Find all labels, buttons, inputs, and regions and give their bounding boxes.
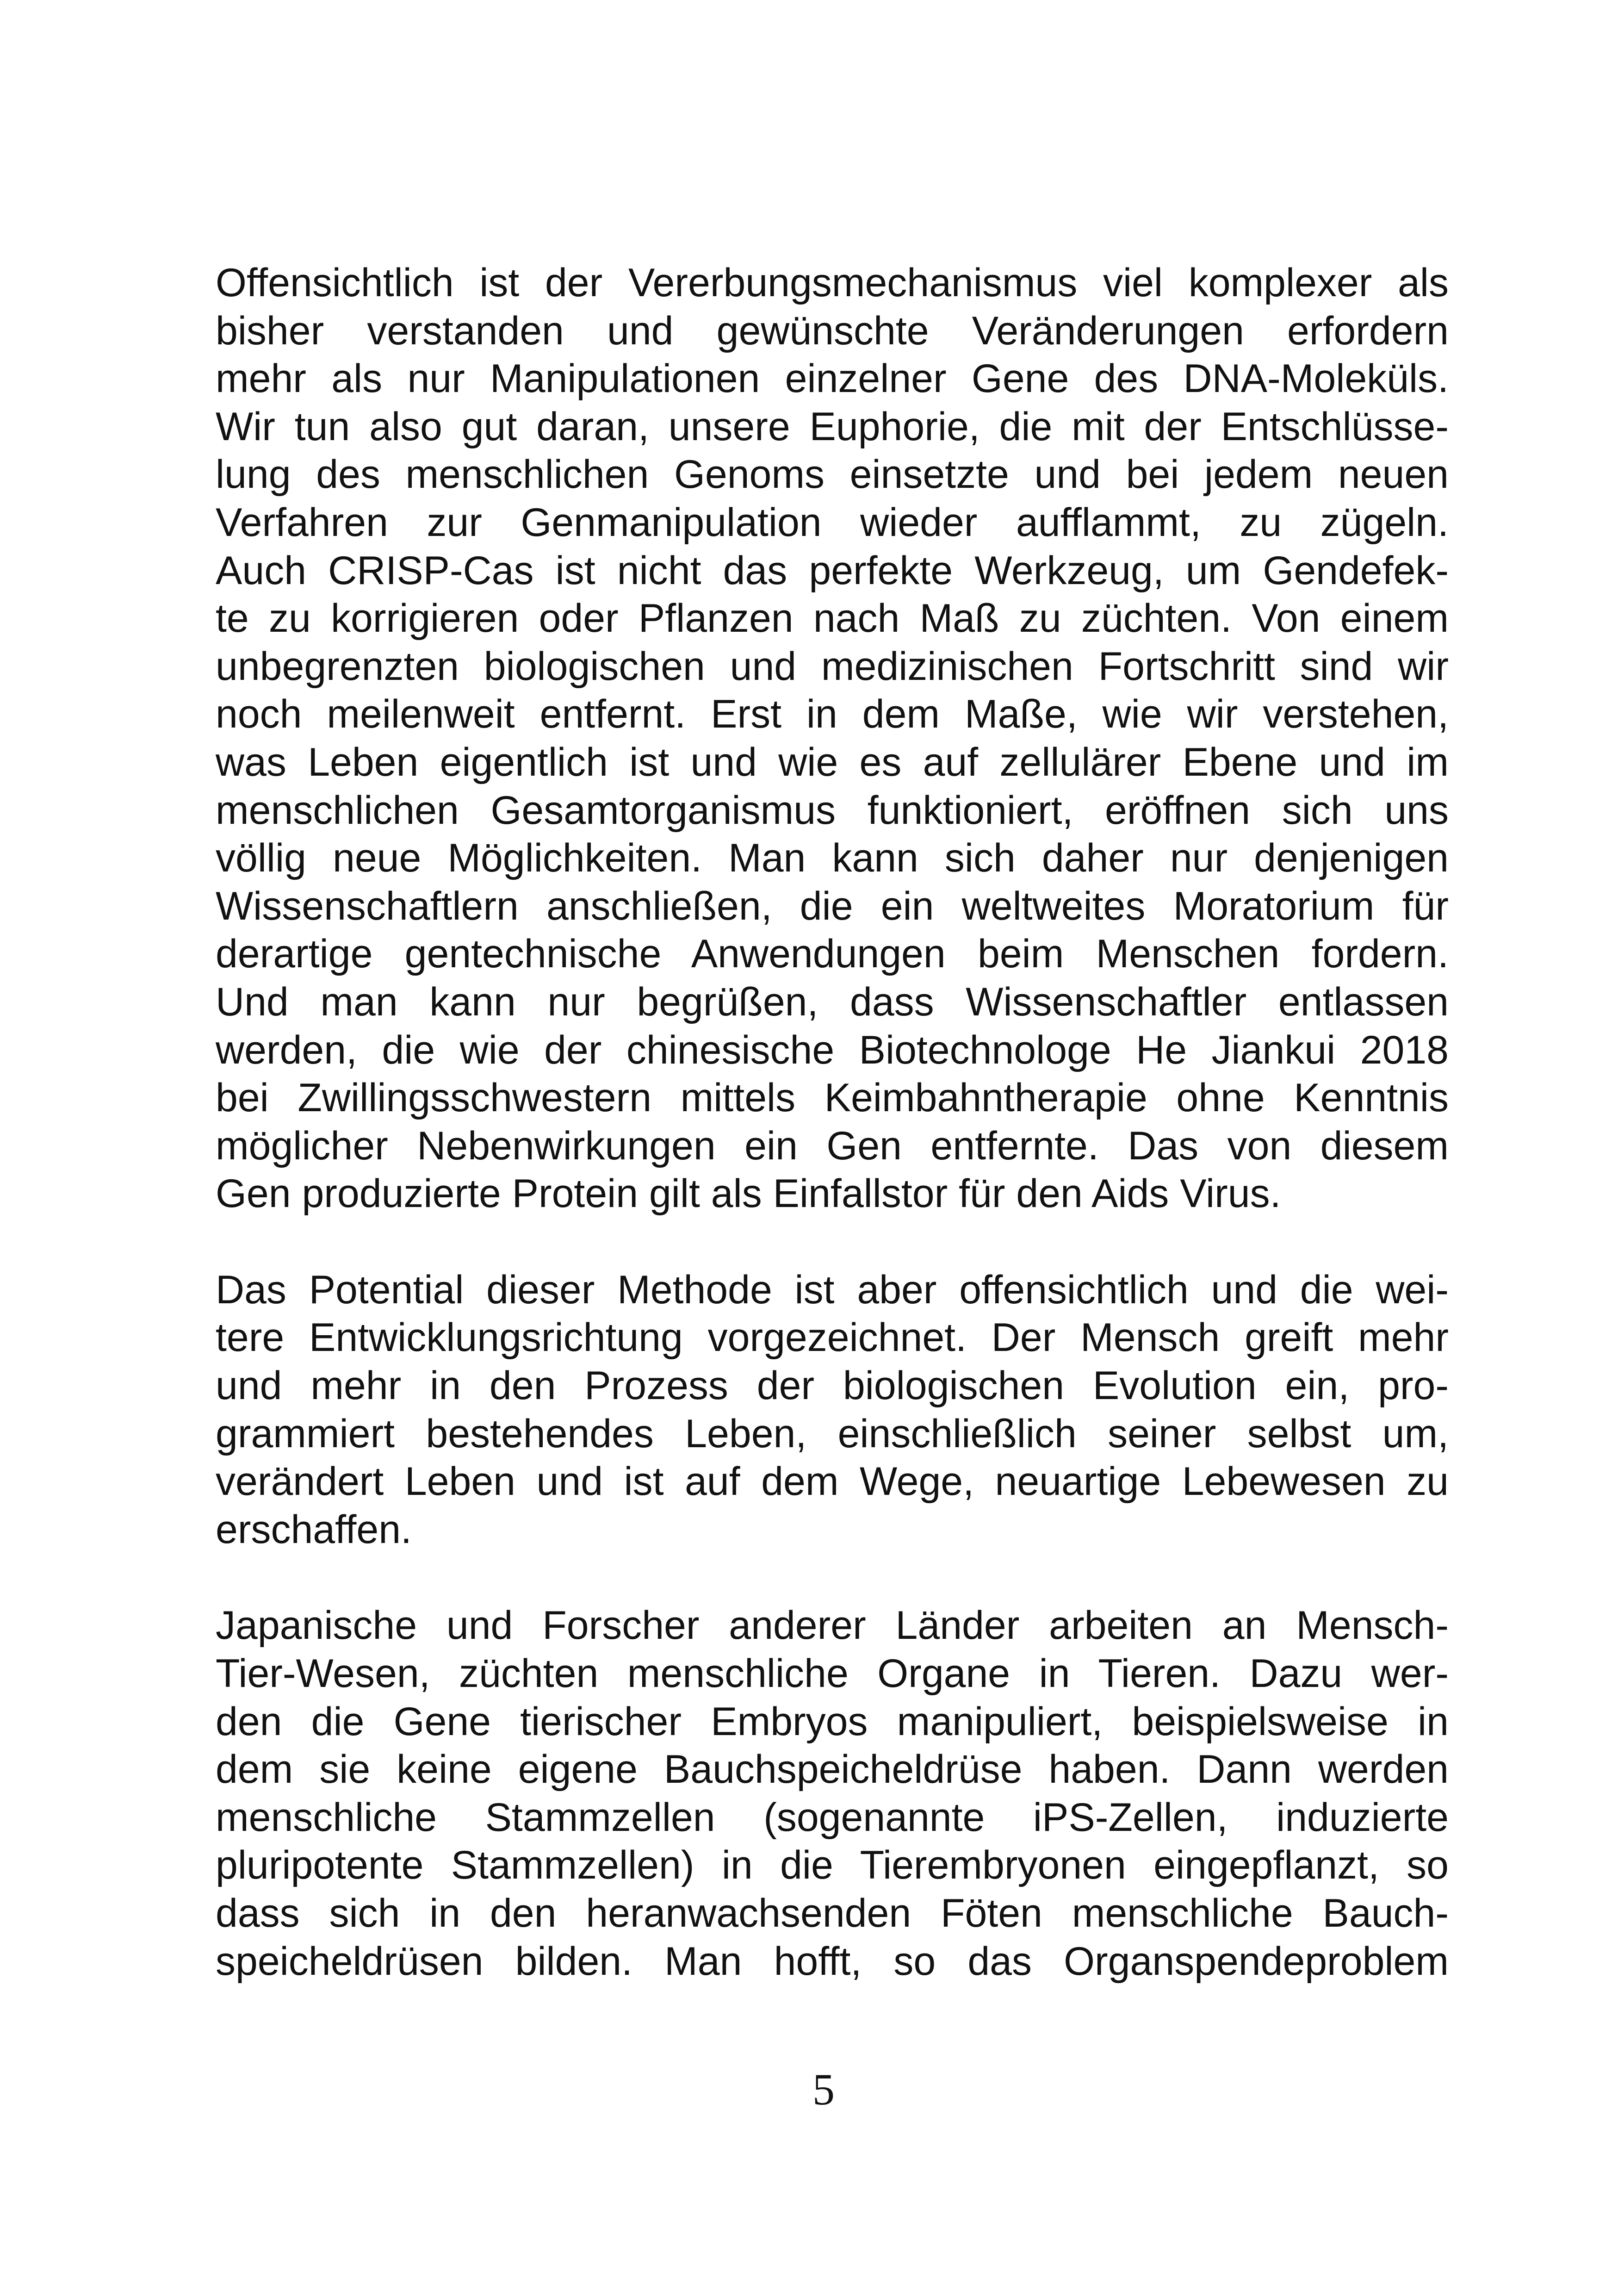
- text-line: dass sich in den heranwachsenden Föten menschliche Bauch-: [216, 1891, 1449, 1935]
- text-line: menschlichen Gesamtorganismus funktioniert, eröffnen sich uns: [216, 788, 1449, 833]
- text-line: völlig neue Möglichkeiten. Man kann sich daher nur denjenigen: [216, 836, 1449, 881]
- text-line: te zu korrigieren oder Pflanzen nach Maß zu züchten. Von einem: [216, 596, 1449, 641]
- text-line: unbegrenzten biologischen und medizinischen Fortschritt sind wir: [216, 644, 1449, 689]
- text-line: pluripotente Stammzellen) in die Tierembryonen eingepflanzt, so: [216, 1843, 1449, 1888]
- text-line: Japanische und Forscher anderer Länder arbeiten an Mensch-: [216, 1603, 1449, 1648]
- text-line: bisher verstanden und gewünschte Veränderungen erfordern: [216, 308, 1449, 353]
- text-line: möglicher Nebenwirkungen ein Gen entfernte. Das von diesem: [216, 1123, 1449, 1168]
- text-line: dem sie keine eigene Bauchspeicheldrüse haben. Dann werden: [216, 1747, 1449, 1792]
- text-line: Offensichtlich ist der Vererbungsmechanismus viel komplexer als: [216, 261, 1449, 305]
- text-line: menschliche Stammzellen (sogenannte iPS-Zellen, induzierte: [216, 1795, 1449, 1840]
- text-line: Wissenschaftlern anschließen, die ein weltweites Moratorium für: [216, 884, 1449, 928]
- paragraph-1: [216, 259, 1449, 1218]
- text-line: bei Zwillingsschwestern mittels Keimbahntherapie ohne Kenntnis: [216, 1076, 1449, 1120]
- text-line: speicheldrüsen bilden. Man hofft, so das Organspendeproblem: [216, 1939, 1449, 1984]
- text-line: mehr als nur Manipulationen einzelner Gene des DNA-Moleküls.: [216, 356, 1449, 401]
- text-line: grammiert bestehendes Leben, einschließlich seiner selbst um,: [216, 1411, 1449, 1456]
- text-line: Und man kann nur begrüßen, dass Wissenschaftler entlassen: [216, 979, 1449, 1024]
- text-line: den die Gene tierischer Embryos manipuliert, beispielsweise in: [216, 1699, 1449, 1744]
- text-line: tere Entwicklungsrichtung vorgezeichnet. Der Mensch greift mehr: [216, 1315, 1449, 1360]
- text-line: und mehr in den Prozess der biologischen Evolution ein, pro-: [216, 1363, 1449, 1408]
- text-line: Wir tun also gut daran, unsere Euphorie, die mit der Entschlüsse-: [216, 404, 1449, 449]
- text-line: was Leben eigentlich ist und wie es auf zellulärer Ebene und im: [216, 740, 1449, 784]
- text-line: noch meilenweit entfernt. Erst in dem Maße, wie wir verstehen,: [216, 692, 1449, 737]
- body-text: [216, 259, 1449, 1985]
- text-line: Gen produzierte Protein gilt als Einfallstor für den Aids Virus.: [216, 1171, 1281, 1216]
- text-line: werden, die wie der chinesische Biotechnologe He Jiankui 2018: [216, 1027, 1449, 1072]
- text-line: erschaffen.: [216, 1507, 412, 1552]
- page-number: 5: [812, 2065, 835, 2114]
- text-line: lung des menschlichen Genoms einsetzte und bei jedem neuen: [216, 452, 1449, 497]
- text-line: Das Potential dieser Methode ist aber offensichtlich und die wei-: [216, 1267, 1449, 1312]
- text-line: Tier-Wesen, züchten menschliche Organe in Tieren. Dazu wer-: [216, 1651, 1449, 1696]
- text-line: Verfahren zur Genmanipulation wieder aufflammt, zu zügeln.: [216, 500, 1449, 545]
- text-line: verändert Leben und ist auf dem Wege, neuartige Lebewesen zu: [216, 1459, 1449, 1504]
- paragraph-2: [216, 1266, 1449, 1554]
- text-line: Auch CRISP-Cas ist nicht das perfekte Werkzeug, um Gendefek-: [216, 548, 1449, 593]
- paragraph-3: [216, 1602, 1449, 1985]
- text-line: derartige gentechnische Anwendungen beim Menschen fordern.: [216, 932, 1449, 977]
